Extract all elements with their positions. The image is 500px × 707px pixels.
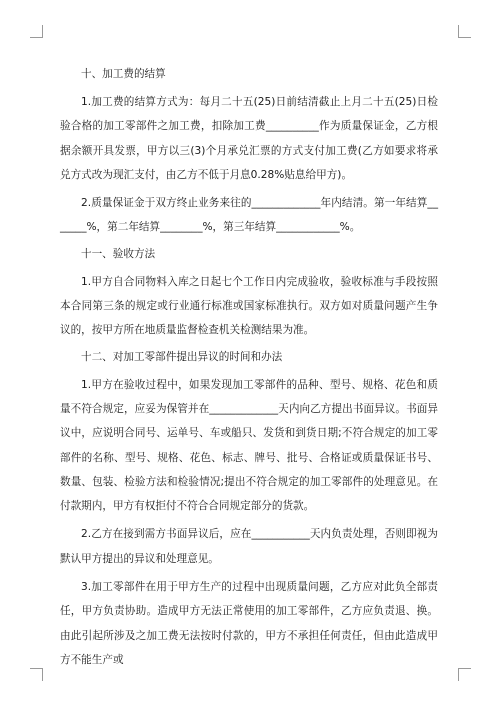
section-11-paragraph-1: 1.甲方自合同物料入库之日起七个工作日内完成验收，验收标准与手段按照本合同第三条的规定或行业通行标准或国家标准执行。双方如对质量问题产生争议的，按甲方所在地质量监督检查机关检测结果为准。 xyxy=(60,275,438,337)
section-12-heading: 十二、对加工零部件提出异议的时间和办法 xyxy=(81,350,283,363)
section-12-paragraph-1: 1.甲方在验收过程中，如果发现加工零部件的品种、型号、规格、花色和质量不符合规定，应妥为保管并在_____________天内向乙方提出书面异议。书面异议中，应说明合同号、运单号、车或船只、发货和到货日期;不符合规定的加工零部件的名称、型号、规格、花色、标志、牌号、批号、合格证或质量保证书号、数量、包装、检验方法和检验情况;提出不符合规定的加工零部件的处理意见。在付款期内，甲方有权拒付不符合合同规定部分的货款。 xyxy=(60,378,438,513)
crop-mark-bottom-right xyxy=(458,668,471,681)
document-page xyxy=(60,64,438,672)
crop-mark-top-right xyxy=(458,25,471,38)
section-12-paragraph-2: 2.乙方在接到需方书面异议后，应在___________天内负责处理，否则即视为默认甲方提出的异议和处理意见。 xyxy=(60,528,438,565)
section-10-paragraph-2: 2.质量保证金于双方终止业务来往的_____________年内结清。第一年结算_______%，第二年结算________%，第三年结算____________%。 xyxy=(60,197,438,234)
section-11-heading: 十一、验收方法 xyxy=(81,247,156,260)
section-10-heading: 十、加工费的结算 xyxy=(81,68,166,80)
section-10-paragraph-1: 1.加工费的结算方式为：每月二十五(25)日前结清截止上月二十五(25)日检验合格的加工零部件之加工费，扣除加工费__________作为质量保证金，乙方根据余额开具发票，甲方以三(3)个月承兑汇票的方式支付加工费(乙方如要求将承兑方式改为现汇支付，由乙方不低于月息0.28%贴息给甲方)。 xyxy=(60,96,438,181)
section-12-paragraph-3: 3.加工零部件在用于甲方生产的过程中出现质量问题，乙方应对此负全部责任，甲方负责协助。造成甲方无法正常使用的加工零部件，乙方应负责退、换。由此引起所涉及之加工费无法按时付款的，甲方不承担任何责任，但由此造成甲方不能生产或 xyxy=(60,581,438,666)
crop-mark-bottom-left xyxy=(30,668,43,681)
crop-mark-top-left xyxy=(30,25,43,38)
